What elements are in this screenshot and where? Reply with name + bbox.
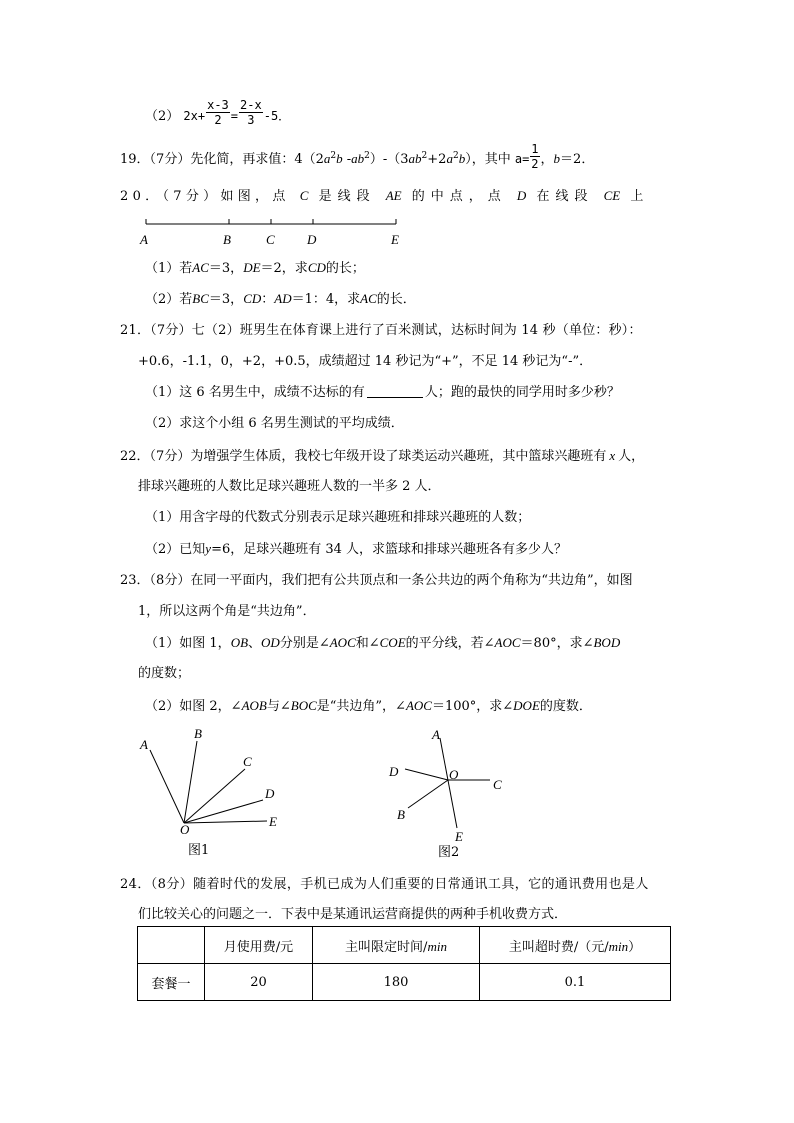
line-ae xyxy=(440,738,457,828)
q23-part2: （2）如图 2，∠AOB与∠BOC是“共边角”，∠AOC＝100°，求∠DOE的度数． xyxy=(145,698,592,714)
table-cell: 20 xyxy=(205,964,313,1001)
fig1-label-e: E xyxy=(269,814,277,829)
table-cell: 0.1 xyxy=(480,964,671,1001)
q19-frac: $\frac{1}{2}$ xyxy=(531,142,539,171)
question-20: 20．（7分）如图，点 C 是线段 AE 的中点，点 D 在线段 CE 上 xyxy=(120,188,644,204)
table-header-row xyxy=(138,927,671,964)
question-19: 19．（7分）先化简，再求值：$4(2a^2b$ $-ab^2)-(3ab^2+2a^2b)$，其中 a= $\frac{1}{2}$ ，b＝2． xyxy=(120,142,595,171)
ray-od xyxy=(184,800,263,823)
q18-frac2: $\frac{2-x}{3}$ xyxy=(240,98,262,127)
q22-part2: （2）已知y=6，足球兴趣班有 34 人，求篮球和排球兴趣班各有多少人？ xyxy=(145,541,568,557)
table-row xyxy=(138,964,671,1001)
table-cell: 套餐一 xyxy=(138,964,205,1001)
fig1-label-a: A xyxy=(140,737,148,752)
q20-part1: （1）若AC＝3，DE＝2，求CD的长； xyxy=(145,260,365,276)
ray-ob xyxy=(184,741,197,823)
q23-line1: 23．（8分）在同一平面内，我们把有公共顶点和一条公共边的两个角称为“共边角”，如图 xyxy=(120,573,633,588)
point-b-label: B xyxy=(223,232,231,247)
table-header-cell: 月使用费/元 xyxy=(205,927,313,964)
q24-line1: 24．（8分）随着时代的发展，手机已成为人们重要的日常通讯工具，它的通讯费用也是人 xyxy=(120,877,649,892)
q23-line2: 1，所以这两个角是“共边角”． xyxy=(138,604,316,619)
ray-oa xyxy=(150,750,184,823)
ray-od xyxy=(405,769,448,780)
q18-part2 xyxy=(145,98,291,127)
q21-line2: +0.6，-1.1，0，+2，+0.5，成绩超过 14 秒记为“+”，不足 14 秒记为“-”． xyxy=(138,354,593,369)
fig2-label-e: E xyxy=(455,829,463,844)
table-header-cell xyxy=(138,927,205,964)
fig1-label-b: B xyxy=(194,726,202,741)
fig2-label-b: B xyxy=(397,807,405,822)
q23-figure-2 xyxy=(380,725,540,860)
answer-blank[interactable] xyxy=(367,385,423,398)
q23-part1: （1）如图 1，OB、OD分别是∠AOC和∠COE的平分线，若∠AOC＝80°，求∠BOD xyxy=(145,635,621,651)
point-d-label: D xyxy=(307,232,317,247)
point-a-label: A xyxy=(140,232,148,247)
fig1-label-c: C xyxy=(243,754,252,769)
ray-oe xyxy=(184,821,267,823)
q22-line2: 排球兴趣班的人数比足球兴趣班人数的一半多 2 人． xyxy=(138,479,441,494)
fig2-caption: 图2 xyxy=(438,845,460,860)
q23-part1-cont: 的度数； xyxy=(138,666,191,681)
q23-figure-1 xyxy=(130,725,330,860)
table-cell: 180 xyxy=(313,964,480,1001)
fig1-label-d: D xyxy=(265,786,275,801)
point-c-label: C xyxy=(266,232,275,247)
q20-segment-figure xyxy=(0,213,794,253)
q18-label: （2） xyxy=(145,109,180,124)
q22-line1: 22．（7分）为增强学生体质，我校七年级开设了球类运动兴趣班，其中篮球兴趣班有 x 人， xyxy=(120,448,645,464)
q20-part2: （2）若BC＝3，CD：AD＝1：4，求AC的长． xyxy=(145,291,416,307)
fee-table xyxy=(137,926,671,1001)
ray-ob xyxy=(408,780,448,808)
q22-part1: （1）用含字母的代数式分别表示足球兴趣班和排球兴趣班的人数； xyxy=(145,510,531,525)
q21-part2: （2）求这个小组 6 名男生测试的平均成绩． xyxy=(145,416,404,431)
q21-line1: 21．（7分）七（2）班男生在体育课上进行了百米测试，达标时间为 14 秒（单位：秒）： xyxy=(120,323,642,338)
q24-line2: 们比较关心的问题之一．下表中是某通讯运营商提供的两种手机收费方式． xyxy=(138,907,568,922)
fig2-label-c: C xyxy=(493,777,502,792)
q18-expr: 2x+ $\frac{x-3}{2}$ = $\frac{2-x}{3}$ -5． xyxy=(183,98,291,127)
fig2-label-d: D xyxy=(389,764,399,779)
q18-frac1: $\frac{x-3}{2}$ xyxy=(207,98,229,127)
ray-oc xyxy=(184,769,245,823)
fig1-caption: 图1 xyxy=(188,843,210,858)
table-header-cell: 主叫限定时间/min xyxy=(313,927,480,964)
q21-part1: （1）这 6 名男生中，成绩不达标的有 人；跑的最快的同学用时多少秒？ xyxy=(145,385,620,400)
fig1-label-o: O xyxy=(180,822,190,837)
fig2-label-o: O xyxy=(449,767,459,782)
fig2-label-a: A xyxy=(432,727,440,742)
point-e-label: E xyxy=(391,232,399,247)
table-header-cell: 主叫超时费/（元/min） xyxy=(480,927,671,964)
